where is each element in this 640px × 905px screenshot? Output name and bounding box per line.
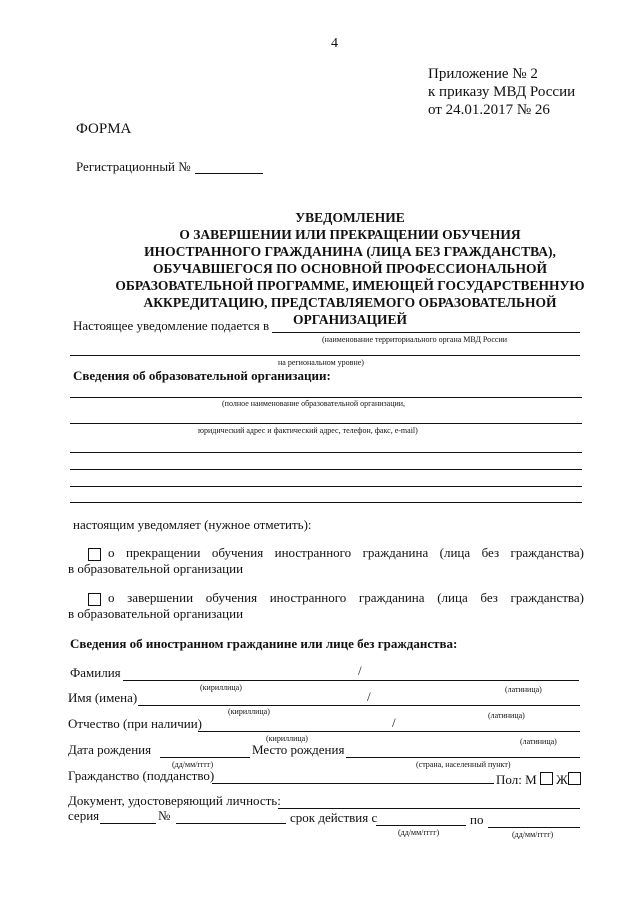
- name-latin-hint: (латиница): [488, 711, 525, 720]
- submitted-to-field-2[interactable]: [70, 355, 580, 356]
- completion-option-line-1: о завершении обучения иностранного гражданина (лица без гражданства): [108, 590, 584, 605]
- title-line-2: ИНОСТРАННОГО ГРАЖДАНИНА (ЛИЦА БЕЗ ГРАЖДАНСТВА),: [144, 244, 556, 259]
- patronymic-label: Отчество (при наличии): [68, 716, 203, 731]
- series-label: серия: [68, 808, 100, 823]
- id-document-label: Документ, удостоверяющий личность:: [68, 793, 281, 808]
- appendix-line-3: от 24.01.2017 № 26: [428, 102, 550, 118]
- name-cyrillic-hint: (кириллица): [228, 707, 270, 716]
- citizenship-label: Гражданство (подданство): [68, 768, 215, 783]
- submitted-to-field[interactable]: [272, 332, 580, 333]
- notify-label: настоящим уведомляет (нужное отметить):: [73, 517, 312, 532]
- patronymic-field[interactable]: [198, 731, 580, 732]
- birth-place-field[interactable]: [346, 757, 580, 758]
- name-field[interactable]: [138, 705, 580, 706]
- validity-from-field[interactable]: [376, 825, 466, 826]
- org-extra-line-4[interactable]: [70, 502, 582, 503]
- surname-slash: /: [358, 663, 362, 678]
- sex-female-label: Ж: [556, 772, 568, 787]
- validity-from-hint: (дд/мм/гггг): [398, 828, 440, 837]
- termination-option-line-2: в образовательной организации: [68, 561, 244, 576]
- birth-place-hint: (страна, населенный пункт): [416, 760, 511, 769]
- patronymic-latin-hint: (латиница): [520, 737, 557, 746]
- appendix-line-1: Приложение № 2: [428, 66, 538, 82]
- birth-date-label: Дата рождения: [68, 742, 152, 757]
- validity-to-label: по: [470, 812, 484, 827]
- org-extra-line-3[interactable]: [70, 486, 582, 487]
- completion-option-line-2: в образовательной организации: [68, 606, 244, 621]
- submitted-to-label: Настоящее уведомление подается в: [73, 318, 270, 333]
- title-line-3: ОБУЧАВШЕГОСЯ ПО ОСНОВНОЙ ПРОФЕССИОНАЛЬНОЙ: [153, 261, 547, 276]
- birth-place-label: Место рождения: [252, 742, 345, 757]
- surname-cyrillic-hint: (кириллица): [200, 683, 242, 692]
- org-extra-line-1[interactable]: [70, 452, 582, 453]
- birth-date-format-hint: (дд/мм/гггг): [172, 760, 214, 769]
- validity-label: срок действия с: [290, 810, 378, 825]
- validity-to-field[interactable]: [488, 827, 580, 828]
- birth-date-field[interactable]: [160, 757, 250, 758]
- page-number: 4: [331, 36, 338, 51]
- number-field[interactable]: [176, 823, 286, 824]
- org-address-field[interactable]: [70, 423, 582, 424]
- title-line-5: АККРЕДИТАЦИЮ, ПРЕДСТАВЛЯЕМОГО ОБРАЗОВАТЕЛЬНОЙ ОРГАНИЗАЦИЕЙ: [143, 295, 557, 327]
- surname-latin-hint: (латиница): [505, 685, 542, 694]
- sex-female-checkbox[interactable]: [568, 772, 581, 785]
- org-address-hint: юридический адрес и фактический адрес, телефон, факс, e-mail): [198, 426, 418, 435]
- reg-number-label: Регистрационный №: [76, 159, 191, 174]
- patronymic-cyrillic-hint: (кириллица): [266, 734, 308, 743]
- sex-male-checkbox[interactable]: [540, 772, 553, 785]
- org-section-heading: Сведения об образовательной организации:: [73, 368, 331, 383]
- series-field[interactable]: [100, 823, 156, 824]
- sex-field: [496, 772, 581, 788]
- org-name-field[interactable]: [70, 397, 582, 398]
- submitted-to-hint-2: на региональном уровне): [278, 358, 364, 367]
- sex-label: Пол: М: [496, 772, 537, 787]
- title-line-4: ОБРАЗОВАТЕЛЬНОЙ ПРОГРАММЕ, ИМЕЮЩЕЙ ГОСУДАРСТВЕННУЮ: [115, 278, 585, 293]
- org-name-hint: (полное наименование образовательной организации,: [222, 399, 406, 408]
- form-label: ФОРМА: [76, 121, 132, 137]
- document-heading: УВЕДОМЛЕНИЕ: [295, 210, 405, 225]
- appendix-line-2: к приказу МВД России: [428, 84, 576, 100]
- patronymic-slash: /: [392, 715, 396, 730]
- name-label: Имя (имена): [68, 690, 138, 705]
- termination-option-line-1: о прекращении обучения иностранного гражданина (лица без гражданства): [108, 545, 584, 560]
- id-document-field[interactable]: [278, 808, 580, 809]
- surname-label: Фамилия: [70, 665, 121, 680]
- reg-number-field[interactable]: [195, 173, 263, 174]
- org-extra-line-2[interactable]: [70, 469, 582, 470]
- validity-to-hint: (дд/мм/гггг): [512, 830, 554, 839]
- person-section-heading: Сведения об иностранном гражданине или лице без гражданства:: [70, 636, 458, 651]
- number-label: №: [158, 808, 171, 823]
- surname-field[interactable]: [123, 680, 579, 681]
- title-line-1: О ЗАВЕРШЕНИИ ИЛИ ПРЕКРАЩЕНИИ ОБУЧЕНИЯ: [179, 227, 521, 242]
- name-slash: /: [367, 689, 371, 704]
- submitted-to-hint-1: (наименование территориального органа МВД России: [322, 335, 508, 344]
- citizenship-field[interactable]: [212, 783, 494, 784]
